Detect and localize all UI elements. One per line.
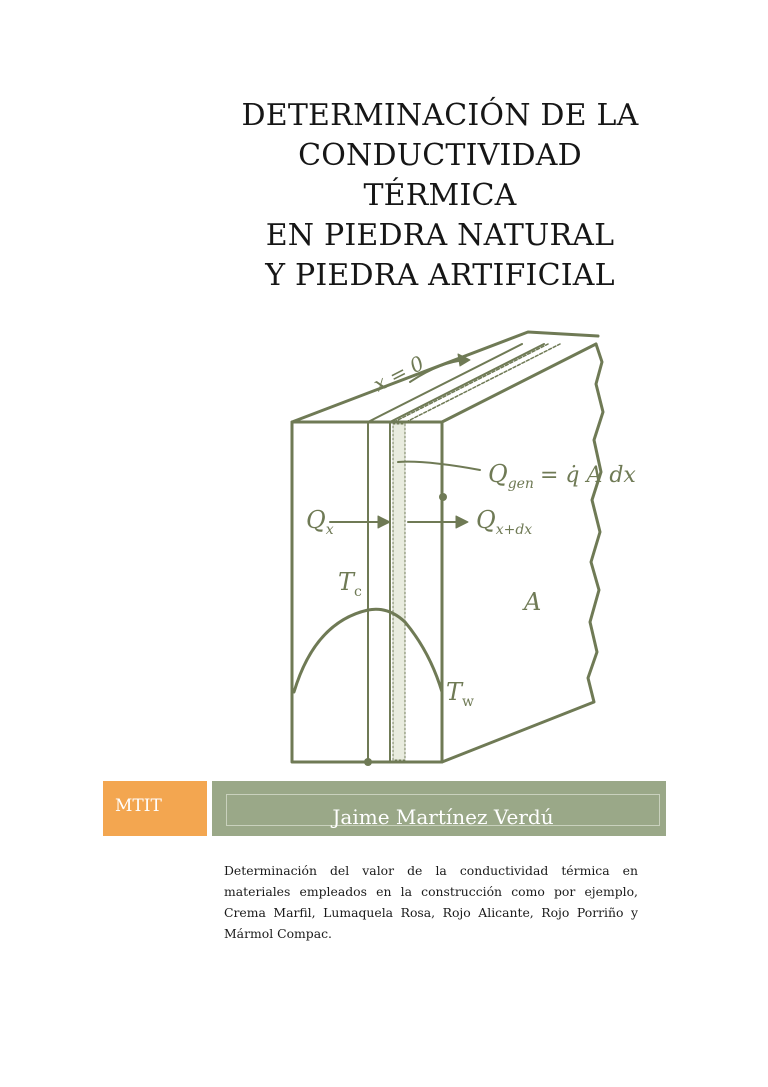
- qxdx-label: $Q_{x+dx}$: [476, 506, 533, 538]
- qxdx-arrowhead: [456, 516, 468, 528]
- author-band: [212, 781, 666, 836]
- mtit-label: MTIT: [115, 796, 162, 816]
- qgen-label: $Q_{gen}$ = q̇ A dx: [488, 460, 636, 492]
- document-title: [215, 96, 665, 296]
- qx-label: $Q_x$: [306, 506, 334, 538]
- generation-strip: [393, 424, 405, 760]
- title-line-2: CONDUCTIVIDAD: [298, 138, 582, 173]
- abstract-text: Determinación del valor de la conductividad térmica en materiales empleados en la construcción como por ejemplo, Crema Marfil, Lumaquela Rosa, Rojo Alicante, Rojo Porriño y Mármol Compac.: [224, 863, 638, 941]
- mtit-band: [103, 781, 207, 836]
- qx-arrowhead: [378, 516, 390, 528]
- author-name: Jaime Martínez Verdú: [332, 805, 554, 829]
- tc-label: $T_c$: [338, 568, 362, 600]
- x0-label: x = 0: [369, 350, 428, 397]
- element-left-line: [368, 344, 522, 762]
- title-line-3: TÉRMICA: [363, 178, 517, 213]
- title-line-5: Y PIEDRA ARTIFICIAL: [265, 258, 615, 293]
- area-label: A: [524, 588, 542, 616]
- face-point: [439, 493, 447, 501]
- heat-generation-slab-figure: [270, 322, 636, 772]
- bottom-point: [364, 758, 372, 766]
- tw-label: $T_w$: [446, 678, 474, 710]
- qgen-leader: [398, 462, 480, 470]
- slab-top-face: [292, 332, 598, 422]
- title-line-1: DETERMINACIÓN DE LA: [241, 98, 639, 133]
- title-line-4: EN PIEDRA NATURAL: [265, 218, 615, 253]
- author-frame: [226, 794, 660, 829]
